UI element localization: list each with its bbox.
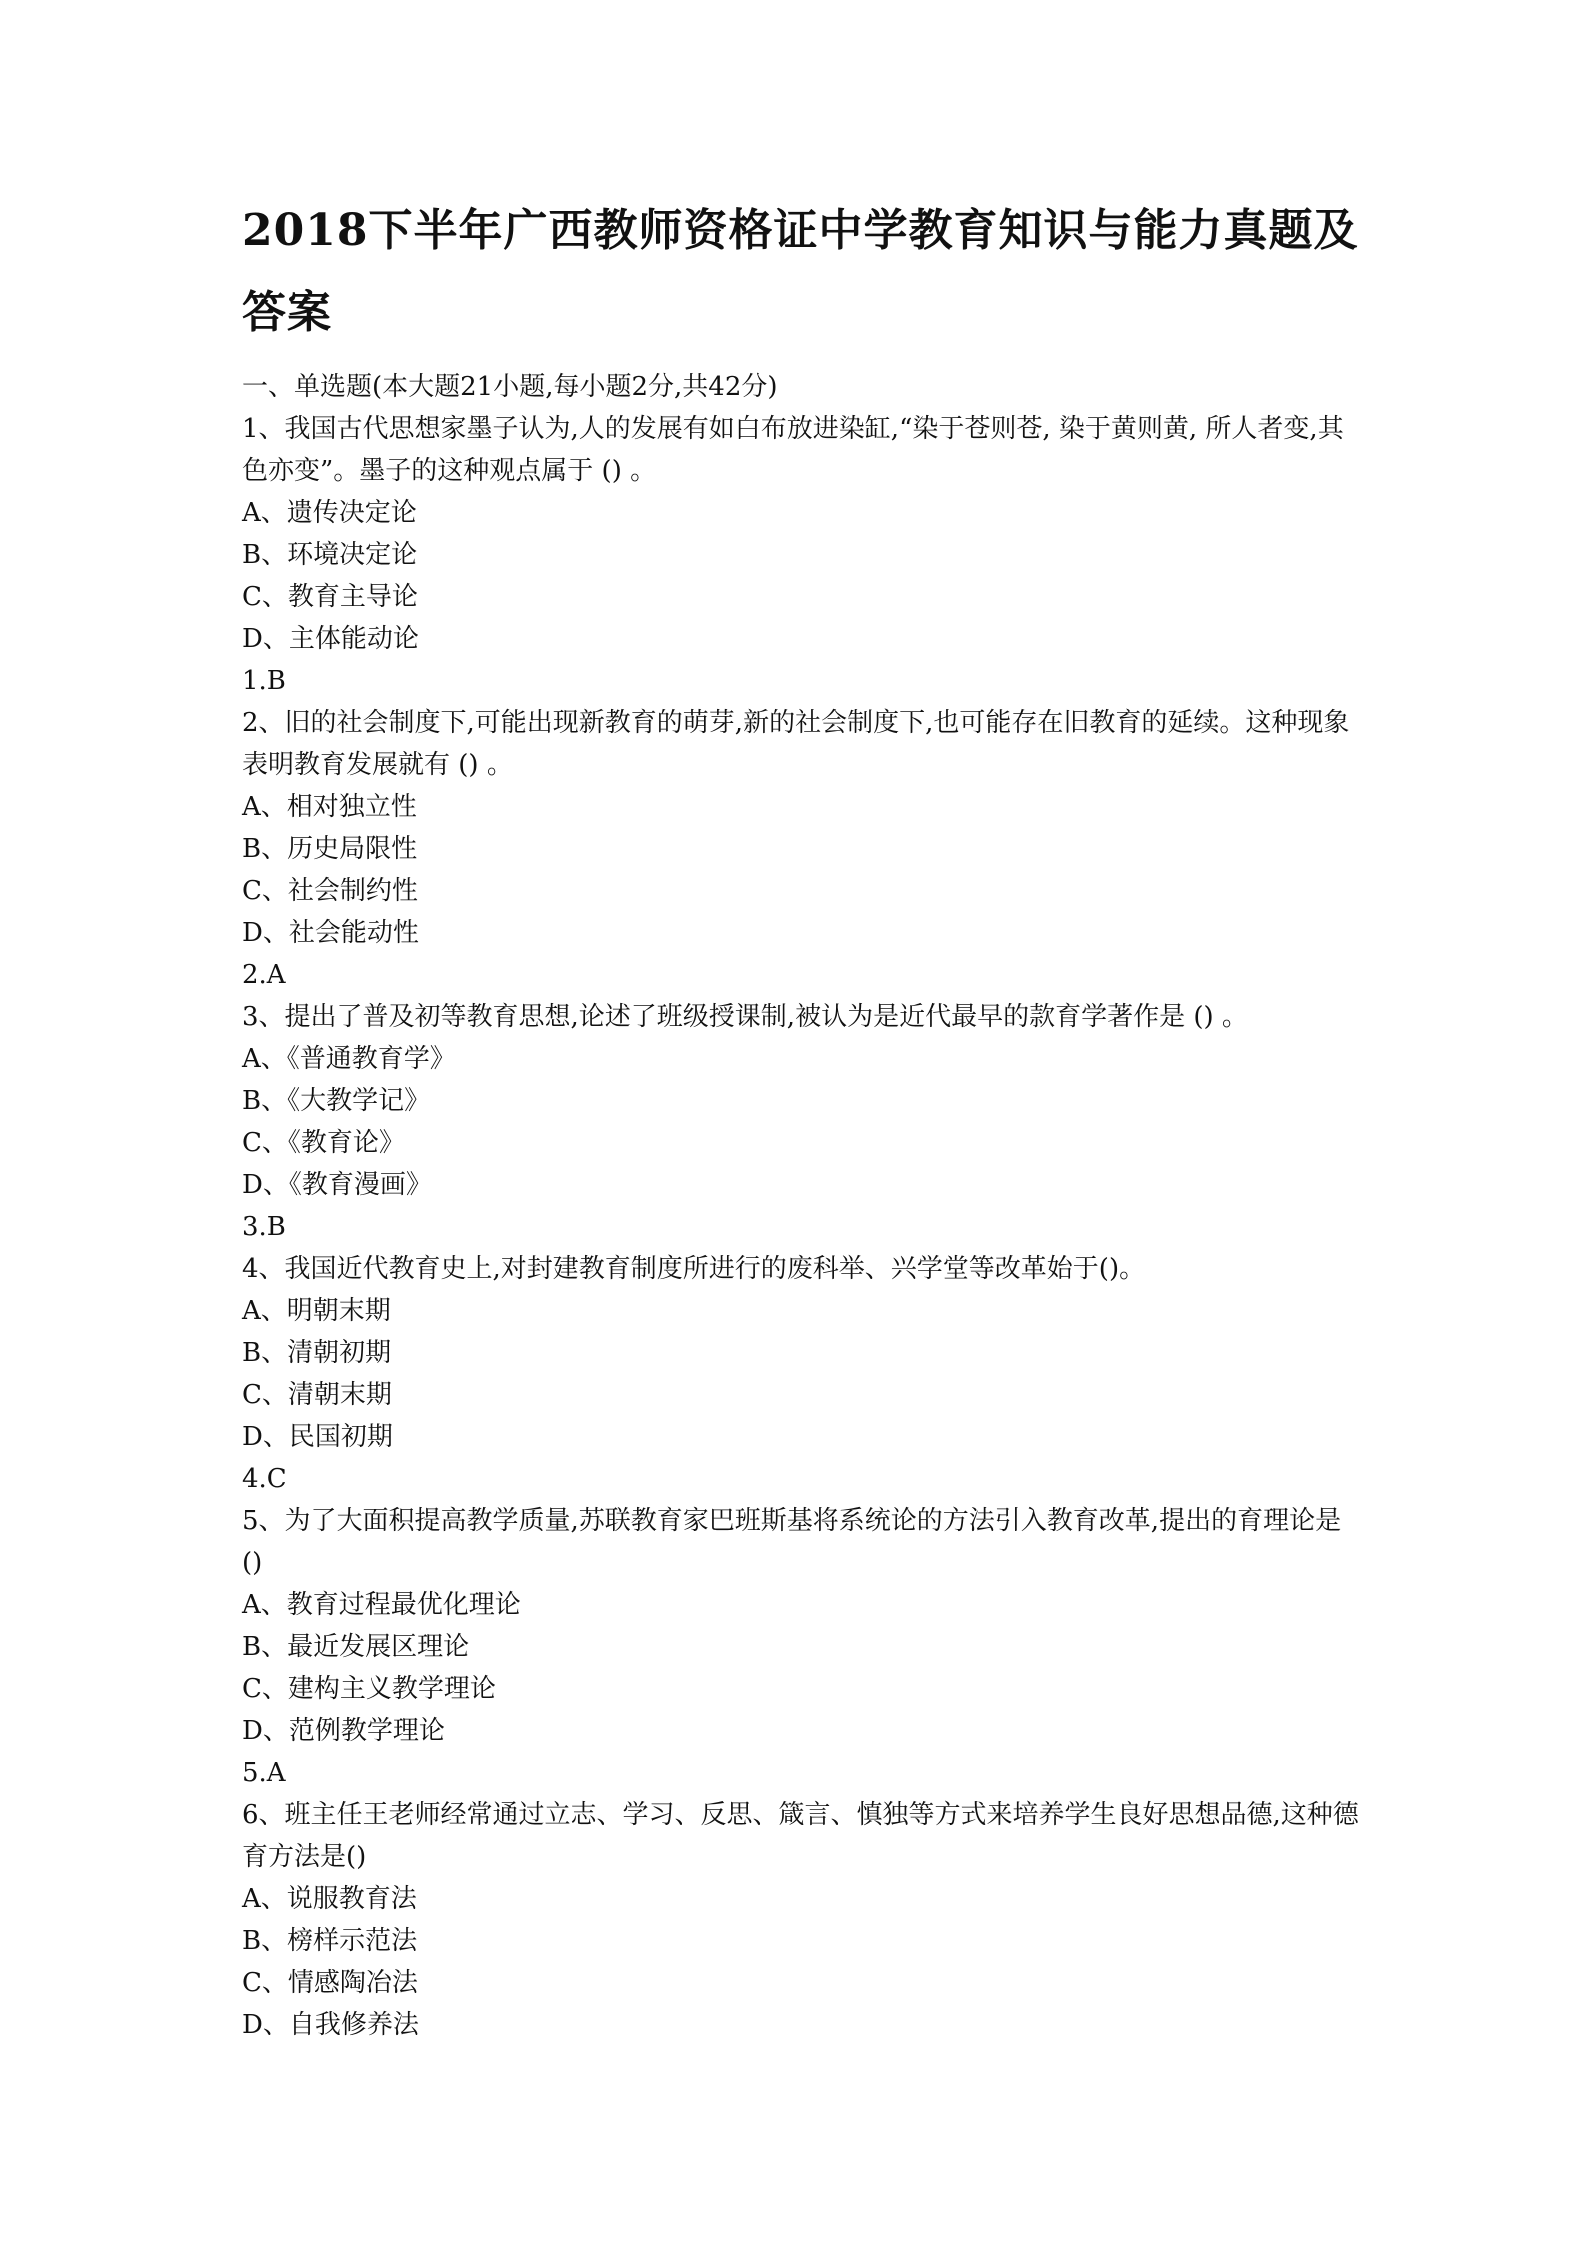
answer: 2.A xyxy=(242,960,286,990)
question-5 xyxy=(242,1500,1362,1794)
question-stem: 2、旧的社会制度下,可能出现新教育的萌芽,新的社会制度下,也可能存在旧教育的延续。这种现象表明教育发展就有 () 。 xyxy=(242,708,1350,780)
option-b: B、环境决定论 xyxy=(242,540,418,570)
option-b: B、最近发展区理论 xyxy=(242,1632,470,1662)
question-3 xyxy=(242,996,1362,1248)
option-d: D、自我修养法 xyxy=(242,2010,419,2040)
option-d: D、主体能动论 xyxy=(242,624,419,654)
option-a: A、相对独立性 xyxy=(242,792,417,822)
question-stem: 1、我国古代思想家墨子认为,人的发展有如白布放进染缸,“染于苍则苍, 染于黄则黄, 所人者变,其色亦变”。墨子的这种观点属于 () 。 xyxy=(242,414,1344,486)
answer: 5.A xyxy=(242,1758,286,1788)
question-2 xyxy=(242,702,1362,996)
option-c: C、教育主导论 xyxy=(242,582,418,612)
option-a: A、明朝末期 xyxy=(242,1296,391,1326)
document-page xyxy=(242,190,1362,2046)
option-c: C、清朝末期 xyxy=(242,1380,392,1410)
question-1 xyxy=(242,408,1362,702)
question-stem: 5、为了大面积提高教学质量,苏联教育家巴班斯基将系统论的方法引入教育改革,提出的育理论是 () xyxy=(242,1506,1342,1578)
option-c: C、社会制约性 xyxy=(242,876,418,906)
question-6 xyxy=(242,1794,1362,2046)
option-d: D、社会能动性 xyxy=(242,918,419,948)
option-b: B、《大教学记》 xyxy=(242,1086,431,1116)
question-stem: 4、我国近代教育史上,对封建教育制度所进行的废科举、兴学堂等改革始于()。 xyxy=(242,1254,1146,1284)
question-stem: 6、班主任王老师经常通过立志、学习、反思、箴言、慎独等方式来培养学生良好思想品德,这种德育方法是() xyxy=(242,1800,1359,1872)
option-c: C、建构主义教学理论 xyxy=(242,1674,496,1704)
option-a: A、遗传决定论 xyxy=(242,498,417,528)
answer: 4.C xyxy=(242,1464,287,1494)
option-d: D、范例教学理论 xyxy=(242,1716,445,1746)
answer: 1.B xyxy=(242,666,286,696)
option-d: D、《教育漫画》 xyxy=(242,1170,432,1200)
question-4 xyxy=(242,1248,1362,1500)
option-b: B、清朝初期 xyxy=(242,1338,392,1368)
option-c: C、情感陶冶法 xyxy=(242,1968,418,1998)
option-d: D、民国初期 xyxy=(242,1422,393,1452)
question-stem: 3、提出了普及初等教育思想,论述了班级授课制,被认为是近代最早的款育学著作是 () 。 xyxy=(242,1002,1248,1032)
document-title: 2018下半年广西教师资格证中学教育知识与能力真题及答案 xyxy=(242,205,1359,338)
option-b: B、历史局限性 xyxy=(242,834,418,864)
option-a: A、说服教育法 xyxy=(242,1884,417,1914)
option-b: B、榜样示范法 xyxy=(242,1926,418,1956)
option-a: A、教育过程最优化理论 xyxy=(242,1590,521,1620)
option-c: C、《教育论》 xyxy=(242,1128,405,1158)
option-a: A、《普通教育学》 xyxy=(242,1044,456,1074)
section-heading: 一、单选题(本大题21小题,每小题2分,共42分) xyxy=(242,372,778,402)
answer: 3.B xyxy=(242,1212,286,1242)
